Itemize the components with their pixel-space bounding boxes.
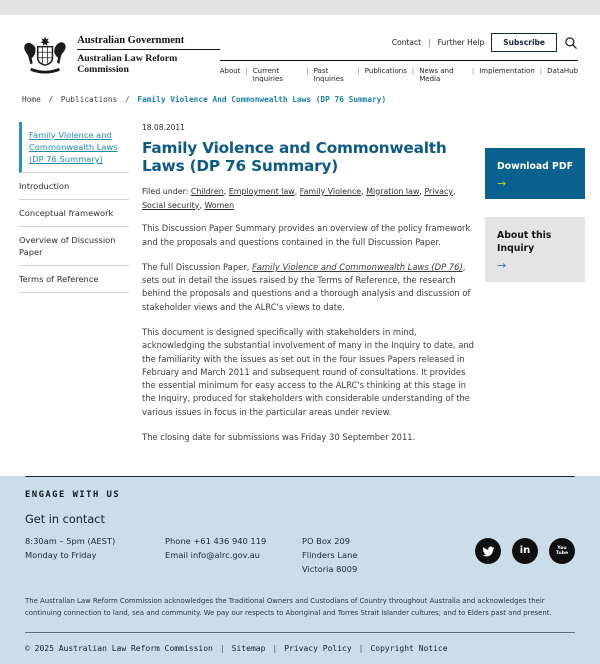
footer-top-rule: [25, 476, 575, 477]
coat-of-arms-icon: [22, 34, 68, 76]
youtube-icon-text: You: [557, 546, 567, 552]
sidebar-item-dp76-summary[interactable]: [19, 122, 129, 173]
download-pdf-button[interactable]: [485, 148, 585, 199]
privacy-policy-link[interactable]: Privacy Policy: [284, 644, 352, 654]
paragraph-1: This Discussion Paper Summary provides an overview of the policy framework and the proposals and questions contained in the full Discussion Paper.: [142, 223, 471, 247]
nav-separator: |: [471, 67, 475, 75]
tag-separator: ,: [361, 186, 367, 196]
copyright-text: © 2025 Australian Law Reform Commission: [25, 644, 213, 654]
tag-separator: ,: [199, 200, 205, 210]
utility-row: [392, 33, 578, 52]
article-content: [129, 116, 485, 456]
sidebar-item-label[interactable]: Conceptual framework: [19, 208, 114, 219]
org-title: Australian Law Reform Commission: [77, 52, 178, 75]
tag-separator: ,: [453, 186, 456, 196]
tag-family-violence[interactable]: Family Violence: [299, 186, 362, 196]
nav-item-news-and-media[interactable]: News and Media: [419, 67, 454, 83]
address-line: PO Box 209: [302, 536, 351, 547]
tag-separator: ,: [223, 186, 229, 196]
main-nav: [220, 60, 578, 83]
youtube-button[interactable]: [549, 538, 575, 564]
nav-item-publications[interactable]: Publications: [364, 67, 407, 75]
breadcrumb-publications[interactable]: Publications: [60, 95, 118, 104]
about-this-inquiry-label: About this Inquiry: [497, 230, 552, 254]
tag-separator: ,: [419, 186, 425, 196]
search-icon: [564, 36, 578, 50]
page-aside: [485, 148, 585, 282]
nav-separator: |: [245, 67, 248, 75]
linkedin-icon: in: [519, 545, 531, 557]
hours-line: 8:30am – 5pm (AEST): [25, 536, 116, 547]
contact-link[interactable]: Contact: [391, 38, 422, 47]
sidebar-item-label[interactable]: Introduction: [19, 181, 70, 192]
gov-title: Australian Government: [77, 35, 220, 50]
nav-item-about[interactable]: About: [219, 67, 241, 75]
header-right: [220, 26, 578, 83]
breadcrumb-home[interactable]: Home: [22, 95, 41, 104]
page-title: Family Violence and Commonwealth Laws (DP 76 Summary): [142, 139, 447, 176]
nav-separator: |: [357, 67, 360, 75]
tag-women[interactable]: Women: [204, 200, 235, 210]
about-this-inquiry-button[interactable]: [485, 217, 585, 282]
search-button[interactable]: [564, 36, 578, 50]
phone-number[interactable]: Phone +61 436 940 119: [165, 536, 267, 547]
dp76-full-paper-link[interactable]: Family Violence and Commonwealth Laws (DP 76): [252, 261, 463, 272]
site-footer: [0, 476, 600, 664]
tag-social-security[interactable]: Social security: [142, 200, 200, 210]
footer-separator: |: [272, 644, 278, 654]
address-line: Flinders Lane: [302, 549, 358, 560]
engage-with-us-heading: ENGAGE WITH US: [25, 490, 121, 501]
sidebar-item-terms-of-reference[interactable]: [19, 266, 129, 293]
youtube-icon: [556, 546, 568, 556]
breadcrumb-current-page: Family Violence And Commonwealth Laws (DP 76 Summary): [137, 95, 387, 104]
download-pdf-label: Download PDF: [497, 161, 573, 172]
sidebar-item-label[interactable]: Overview of Discussion Paper: [19, 235, 116, 258]
paragraph-2-prefix: The full Discussion Paper,: [142, 261, 253, 272]
tag-separator: ,: [294, 186, 300, 196]
sidebar-item-label[interactable]: Terms of Reference: [19, 274, 99, 285]
further-help-link[interactable]: Further Help: [437, 38, 485, 47]
utility-separator: |: [428, 38, 431, 47]
postal-address: [302, 535, 432, 576]
tag-children[interactable]: Children: [190, 186, 224, 196]
site-header: [0, 15, 600, 83]
twitter-button[interactable]: [475, 538, 501, 564]
right-arrow-icon: →: [497, 177, 507, 191]
tag-migration-law[interactable]: Migration law: [366, 186, 420, 196]
tag-privacy[interactable]: Privacy: [424, 186, 454, 196]
paragraph-2-suffix: , sets out in detail the issues raised by the Terms of Reference, the research behind the proposals and questions and a thorough analysis and discussion of stakeholder views and the ALRC's views to date.: [142, 261, 471, 312]
copyright-row: [25, 633, 575, 664]
phone-email: [165, 535, 302, 576]
footer-separator: |: [219, 644, 225, 654]
nav-item-implementation[interactable]: Implementation: [479, 67, 535, 75]
paragraph-2: [142, 261, 475, 314]
nav-item-datahub[interactable]: DataHub: [547, 67, 578, 75]
twitter-icon: [482, 545, 495, 558]
main-layout: [0, 112, 600, 456]
filed-under-label: Filed under:: [142, 186, 189, 196]
social-links: [475, 538, 575, 576]
nav-separator: |: [306, 67, 309, 75]
sidebar-item-conceptual-framework[interactable]: [19, 200, 129, 227]
email-address[interactable]: Email info@alrc.gov.au: [165, 549, 260, 560]
linkedin-button[interactable]: [512, 538, 538, 564]
breadcrumb-separator: /: [48, 95, 54, 104]
nav-item-past-inquiries[interactable]: Past Inquiries: [313, 67, 344, 83]
acknowledgement-text: The Australian Law Reform Commission acknowledges the Traditional Owners and Custodians of Country throughout Australia and acknowledges their continuing connection to land, sea and community. We pay our respects to Aboriginal and Torres Strait Islander cultures; and to Elders past and present.: [25, 597, 552, 617]
sitemap-link[interactable]: Sitemap: [231, 644, 266, 654]
subscribe-button[interactable]: Subscribe: [491, 33, 557, 52]
sidebar-item-overview-discussion-paper[interactable]: [19, 227, 129, 266]
nav-separator: |: [411, 67, 415, 75]
footer-separator: |: [358, 644, 364, 654]
nav-item-current-inquiries[interactable]: Current Inquiries: [252, 67, 283, 83]
breadcrumb: [0, 83, 600, 112]
right-arrow-icon: →: [497, 259, 507, 273]
paragraph-3: This document is designed specifically with stakeholders in mind, acknowledging the substantial involvement of many in the Inquiry to date, and the familiarity with the issues as set out in the four Issues Papers released in February and March 2011 and subsequent round of consultations. It provides the essential minimum for easy access to the ALRC's thinking at this stage in the Inquiry, produced for stakeholders with considerable understanding of the various issues in focus in the particular areas under review.: [142, 327, 475, 417]
logo-text: [77, 35, 220, 75]
youtube-icon-text: Tube: [555, 551, 569, 557]
breadcrumb-separator: /: [124, 95, 130, 104]
hours-line: Monday to Friday: [25, 549, 97, 560]
alrc-logo-link[interactable]: [22, 26, 220, 83]
page-sidebar: [19, 122, 129, 293]
top-strip: [0, 0, 600, 15]
office-hours: [25, 535, 165, 576]
sidebar-item-introduction[interactable]: [19, 173, 129, 200]
article-date: 18.08.2011: [142, 123, 185, 132]
nav-separator: |: [539, 67, 543, 75]
paragraph-4: The closing date for submissions was Friday 30 September 2011.: [142, 432, 416, 442]
contact-details-row: [25, 535, 575, 576]
sidebar-item-label[interactable]: Family Violence and Commonwealth Laws (DP 76 Summary): [29, 130, 118, 165]
get-in-contact-heading: Get in contact: [25, 513, 105, 527]
tag-employment-law[interactable]: Employment law: [228, 186, 295, 196]
copyright-notice-link[interactable]: Copyright Notice: [370, 644, 448, 654]
filed-under-row: [142, 185, 475, 213]
address-line: Victoria 8009: [302, 563, 358, 574]
